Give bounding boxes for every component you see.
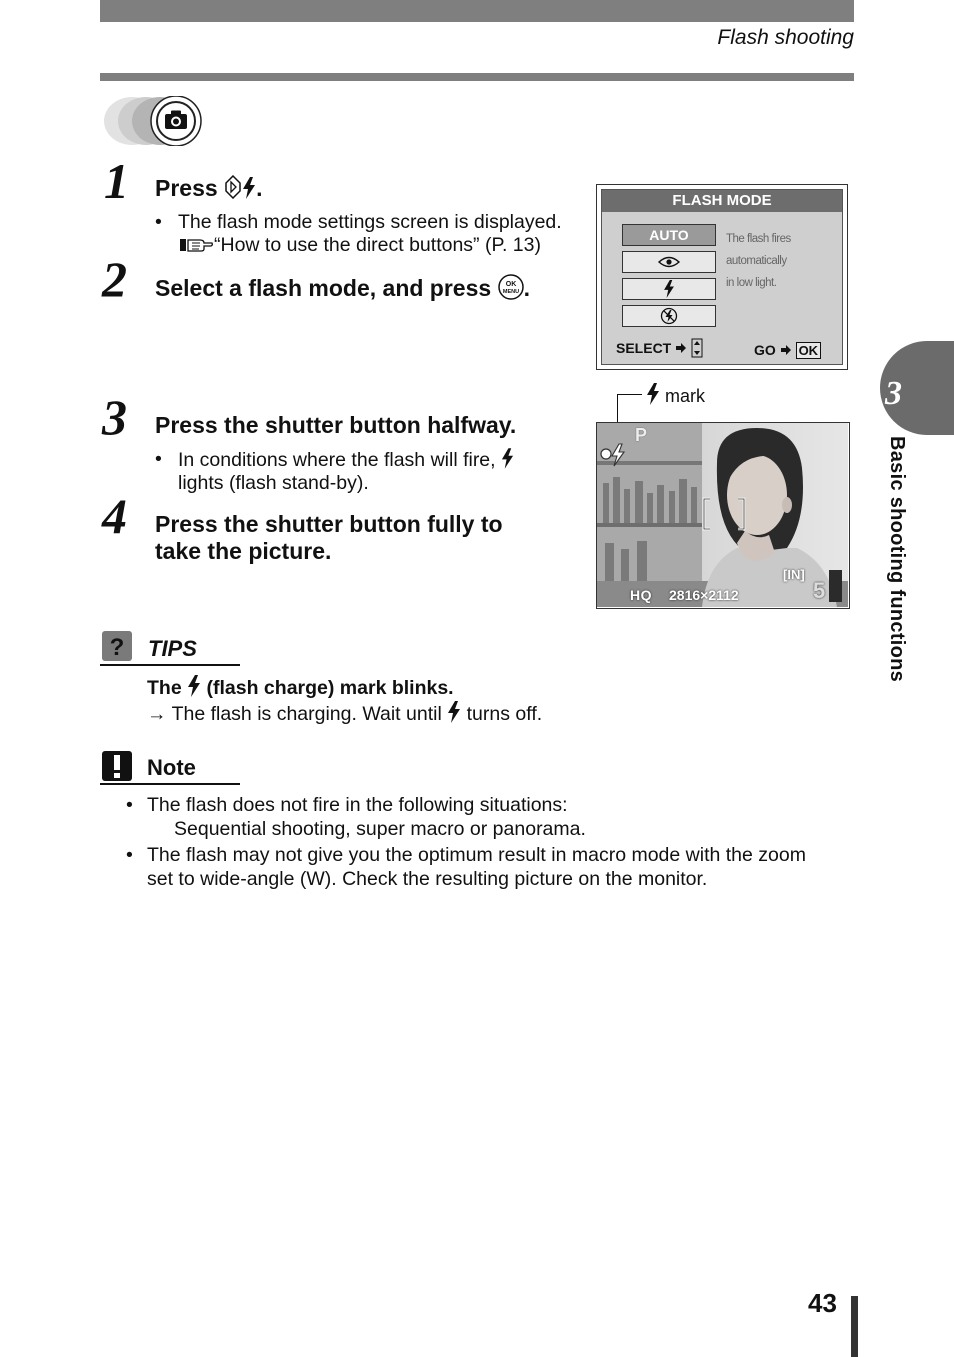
page-number: 43 xyxy=(808,1288,837,1318)
step-3-title: Press the shutter button halfway. xyxy=(155,412,517,438)
page-number-bar xyxy=(851,1296,858,1357)
memory-indicator: [IN] xyxy=(783,567,805,582)
flash-icon xyxy=(447,701,461,723)
flash-standby-indicator-icon xyxy=(600,443,628,467)
flash-mark-callout: mark xyxy=(646,383,705,407)
resolution-indicator: 2816×2112 xyxy=(669,587,739,603)
ok-key: OK xyxy=(796,342,822,359)
flash-icon xyxy=(501,448,514,469)
battery-bar xyxy=(829,570,842,602)
note-item-2: • The flash may not give you the optimum result in macro mode with the zoom set to wide-angle (W). Check the resulting picture on the monitor. xyxy=(126,844,806,890)
flash-mode-screen xyxy=(596,184,848,370)
step-4-title: Press the shutter button fully to take the picture. xyxy=(155,511,503,564)
shooting-mode-indicator: P xyxy=(635,425,648,445)
header-bar xyxy=(100,0,854,22)
flash-mode-fill-option[interactable] xyxy=(622,278,716,300)
svg-text:OK: OK xyxy=(505,281,516,288)
tips-detail: → The flash is charging. Wait until turns off. xyxy=(147,703,543,725)
remaining-shots: 5 xyxy=(813,578,826,603)
flash-off-icon xyxy=(660,307,678,325)
step-4-number: 4 xyxy=(102,488,127,544)
step-1-bullet: • The flash mode settings screen is displayed. xyxy=(155,211,562,233)
flash-icon xyxy=(663,280,675,298)
step-2-title: Select a flash mode, and press OK MENU . xyxy=(155,275,530,301)
tips-item: The (flash charge) mark blinks. xyxy=(147,677,454,699)
svg-text:?: ? xyxy=(109,634,125,661)
step-1-title: Press . xyxy=(155,175,263,201)
tips-rule xyxy=(100,664,240,666)
flash-icon xyxy=(187,675,201,697)
chapter-number: 3 xyxy=(885,375,902,412)
flash-mode-auto-option[interactable]: AUTO xyxy=(622,224,716,246)
flash-mode-redeye-option[interactable] xyxy=(622,251,716,273)
note-rule xyxy=(100,783,240,785)
ok-menu-button-icon xyxy=(498,274,524,300)
camera-mode-badge-icon xyxy=(102,96,214,146)
flash-mode-screen-inner xyxy=(601,189,843,365)
up-down-arrows-icon xyxy=(691,338,703,358)
step-1-reference: “How to use the direct buttons” (P. 13) xyxy=(178,234,588,257)
svg-text:MENU: MENU xyxy=(502,289,519,295)
step-3-bullet: • In conditions where the flash will fire, lights (flash stand-by). xyxy=(178,448,578,495)
select-hint: SELECT xyxy=(616,338,703,358)
direct-button-right-icon xyxy=(224,175,242,199)
flash-icon xyxy=(242,177,256,199)
red-eye-icon xyxy=(657,255,681,269)
af-target-mark-icon xyxy=(701,497,747,531)
arrow-right-icon xyxy=(780,344,792,356)
flash-mode-description: The flash fires automatically in low light. xyxy=(726,233,791,289)
step-3-number: 3 xyxy=(102,389,127,445)
flash-icon xyxy=(646,383,660,405)
go-hint: GO OK xyxy=(754,342,821,358)
step-1-number: 1 xyxy=(104,153,129,209)
tips-heading: TIPS xyxy=(148,636,197,661)
step-2-number: 2 xyxy=(102,251,127,307)
note-heading: Note xyxy=(147,755,196,780)
arrow-right-icon xyxy=(675,342,687,354)
monitor-preview-image xyxy=(596,422,850,609)
quality-indicator: HQ xyxy=(630,587,652,603)
flash-mode-screen-title: FLASH MODE xyxy=(602,190,842,212)
note-exclamation-icon xyxy=(102,751,132,781)
chapter-title: Basic shooting functions xyxy=(886,436,908,683)
tips-question-icon xyxy=(102,631,132,661)
note-item-1: • The flash does not fire in the following situations: Sequential shooting, super macro or panorama. xyxy=(126,794,586,840)
header-rule xyxy=(100,73,854,81)
flash-mode-off-option[interactable] xyxy=(622,305,716,327)
section-title: Flash shooting xyxy=(717,26,854,49)
reference-hand-icon xyxy=(178,236,214,254)
